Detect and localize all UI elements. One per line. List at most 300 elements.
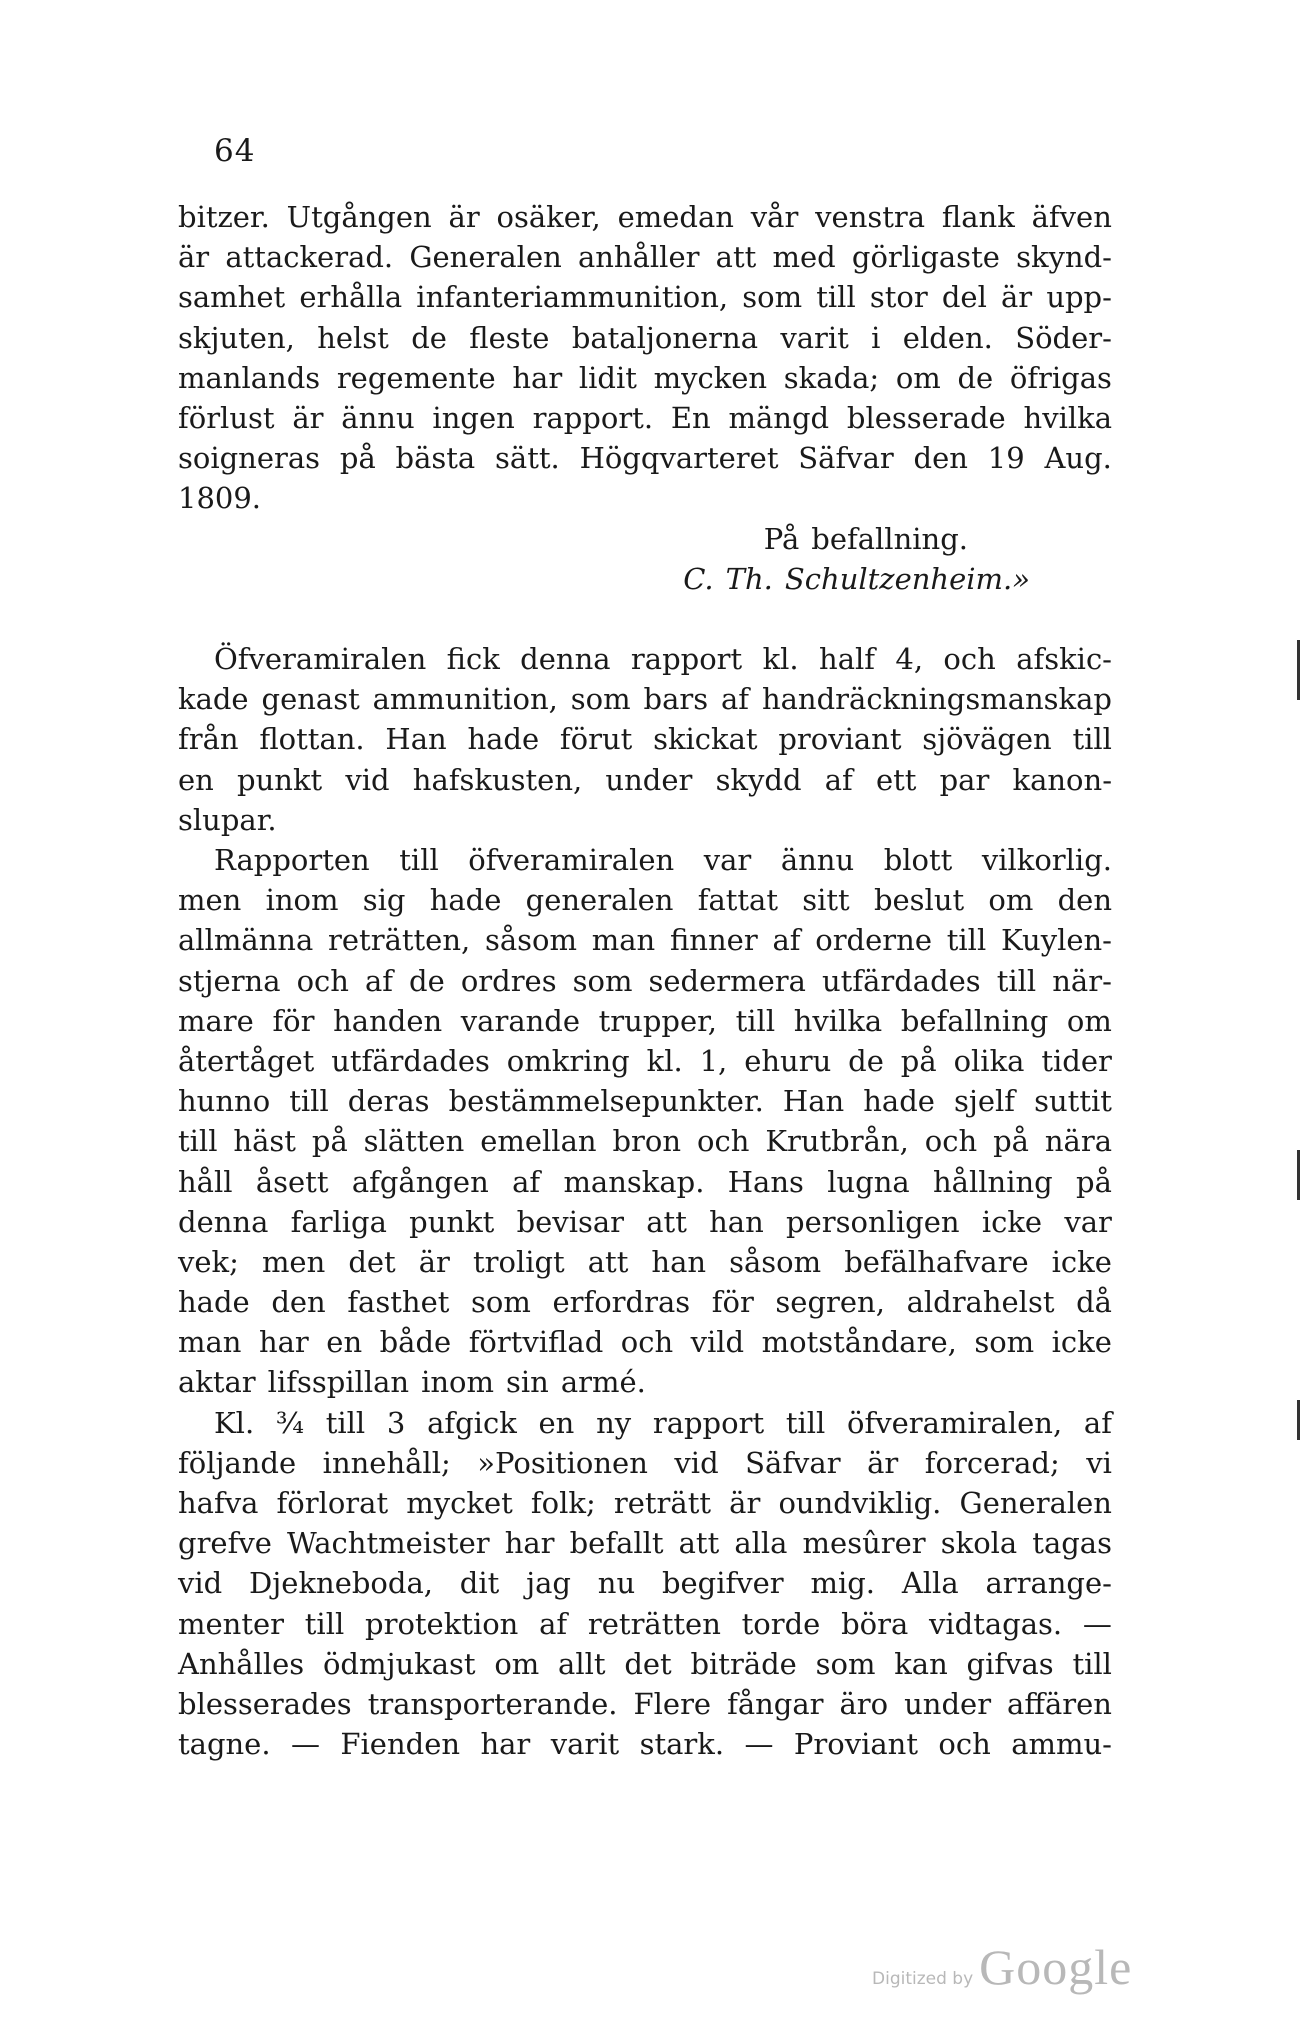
word: till	[399, 843, 439, 877]
word: orderne	[815, 923, 932, 958]
word: en	[326, 1325, 363, 1360]
word: icke	[1051, 1325, 1112, 1360]
word: tagas	[1032, 1526, 1112, 1561]
word: fångar	[727, 1686, 824, 1721]
word: icke	[1051, 1244, 1112, 1279]
word: till	[1072, 1646, 1112, 1681]
word: proviant	[778, 722, 902, 757]
word: af	[512, 1164, 541, 1199]
google-logo: Google	[979, 1939, 1133, 1995]
word: och	[924, 1124, 978, 1159]
word: har	[504, 1526, 555, 1561]
word: kl.	[646, 1043, 683, 1078]
word: protektion	[365, 1606, 519, 1641]
word: till	[178, 1124, 218, 1159]
text-line	[178, 840, 1112, 880]
word: Aug.	[1044, 441, 1112, 476]
text-line	[178, 1523, 1112, 1563]
word: del	[941, 280, 987, 315]
word: allt	[558, 1646, 606, 1681]
word: erfordras	[552, 1285, 691, 1320]
word: —	[290, 1727, 320, 1762]
word: och	[697, 1124, 750, 1159]
word: kade	[178, 682, 249, 717]
word: vid	[178, 1566, 223, 1601]
word: aktar	[178, 1365, 256, 1400]
word: håll	[178, 1164, 233, 1199]
word: och	[938, 1727, 991, 1762]
word: till	[816, 280, 856, 315]
word: denna	[178, 1204, 269, 1239]
word: arrange-	[985, 1566, 1112, 1601]
word: hade	[429, 883, 502, 918]
word: Generalen	[409, 240, 562, 275]
word: den	[1057, 883, 1112, 918]
word: affären	[1007, 1686, 1112, 1721]
text-line	[178, 800, 1112, 840]
word: blott	[883, 843, 953, 877]
word: mare	[178, 1003, 254, 1038]
word: stjerna	[178, 963, 281, 998]
word: att	[678, 1526, 720, 1561]
word: stor	[869, 280, 928, 315]
word: såsom	[484, 923, 577, 958]
text-line	[178, 880, 1112, 920]
word: ehuru	[744, 1043, 832, 1078]
word: en	[538, 1405, 575, 1440]
word: utfärdades	[331, 1043, 490, 1078]
word: Fienden	[340, 1727, 461, 1762]
word: 1809.	[178, 481, 262, 516]
word: »Positionen	[477, 1445, 648, 1480]
word: reträtten	[587, 1606, 721, 1641]
text-line	[178, 358, 1112, 398]
word: ammu-	[1011, 1727, 1112, 1762]
word: hunno	[178, 1084, 271, 1119]
word: öfveramiralen,	[847, 1405, 1063, 1440]
word: emellan	[480, 1124, 597, 1159]
word: de	[409, 963, 445, 998]
word: på	[993, 1124, 1029, 1159]
text-line	[178, 478, 1112, 518]
digitized-watermark	[872, 1938, 1132, 1996]
word: venstra	[815, 200, 926, 234]
word: aldrahelst	[906, 1285, 1055, 1320]
word: trupper,	[598, 1003, 718, 1038]
word: Anhålles	[178, 1646, 305, 1681]
word: Alla	[901, 1566, 959, 1601]
text-line	[178, 760, 1112, 800]
word: Utgången	[286, 200, 432, 234]
word: En	[670, 400, 711, 435]
word: menter	[178, 1606, 285, 1641]
word: innehåll;	[322, 1445, 451, 1480]
word: på	[1076, 1164, 1112, 1199]
word: sätt.	[495, 441, 560, 476]
text-line	[178, 1483, 1112, 1523]
word: mig.	[810, 1566, 876, 1601]
word: nu	[597, 1566, 636, 1601]
word: bitzer.	[178, 200, 270, 234]
word: kanon-	[1012, 762, 1112, 797]
word: mycket	[406, 1486, 513, 1520]
word: kl.	[762, 642, 799, 677]
word: handräckningsmanskap	[761, 682, 1112, 717]
word: skynd-	[1016, 240, 1112, 275]
word: och	[296, 963, 349, 998]
word: är	[418, 1244, 450, 1279]
word: Säfvar	[745, 1445, 841, 1480]
word: till	[785, 1405, 826, 1440]
word: ny	[596, 1405, 632, 1440]
word: på	[339, 441, 376, 476]
word: en	[178, 762, 214, 797]
word: hade	[863, 1084, 935, 1119]
word: hvilka	[1023, 400, 1112, 435]
word: dit	[459, 1566, 500, 1601]
word: vid	[345, 762, 390, 797]
word: på	[900, 1043, 937, 1078]
word: osäker,	[496, 200, 601, 234]
word: sjövägen	[922, 722, 1052, 757]
word: af	[1083, 1405, 1112, 1440]
word: bataljonerna	[571, 320, 759, 355]
word: Högqvarteret	[579, 441, 779, 476]
word: blesserade	[846, 400, 1006, 435]
text-line	[178, 1242, 1112, 1282]
word: förtviflad	[468, 1325, 604, 1360]
text-line	[178, 1644, 1112, 1684]
word: han	[651, 1244, 707, 1279]
word: ordres	[460, 963, 557, 998]
word: skjuten,	[178, 320, 295, 355]
word: sjelf	[954, 1084, 1016, 1119]
word: vid	[674, 1445, 719, 1480]
word: förut	[559, 722, 633, 757]
word: men	[178, 883, 242, 918]
word: man	[178, 1325, 242, 1360]
word: Säfvar	[798, 441, 894, 476]
word: bron	[612, 1124, 682, 1159]
word: skickat	[653, 722, 758, 757]
word: och	[943, 642, 996, 677]
word: vår	[750, 200, 799, 234]
body-text	[178, 197, 1112, 1764]
text-line	[178, 1121, 1112, 1161]
word: 1,	[699, 1043, 728, 1078]
word: punkt	[237, 762, 323, 797]
word: som	[572, 963, 633, 998]
word: under	[605, 762, 693, 797]
word: finner	[669, 923, 758, 958]
word: är	[448, 200, 480, 234]
word: är	[1001, 280, 1033, 315]
text-line	[178, 197, 1112, 237]
word: bevisar	[516, 1204, 624, 1239]
word: anhåller	[577, 240, 700, 275]
word: Kuylen-	[1000, 923, 1112, 958]
word: infanteriammunition,	[416, 280, 729, 315]
word: den	[913, 441, 968, 476]
word: som	[815, 1646, 876, 1681]
text-line	[178, 438, 1112, 478]
word: segren,	[775, 1285, 885, 1320]
word: reträtten,	[328, 923, 471, 958]
word: varit	[780, 320, 849, 355]
word: stark.	[639, 1727, 725, 1762]
word: grefve	[178, 1526, 272, 1561]
word: soigneras	[178, 441, 321, 476]
text-line	[178, 398, 1112, 438]
word: 4,	[895, 642, 924, 677]
word: den	[271, 1285, 326, 1320]
word: Han	[782, 1084, 845, 1119]
word: sig	[362, 883, 406, 918]
text-line	[178, 719, 1112, 759]
word: i	[871, 320, 881, 355]
text-line	[178, 277, 1112, 317]
word: nära	[1044, 1124, 1112, 1159]
word: 3	[386, 1405, 406, 1440]
word: till	[1072, 722, 1112, 757]
word: har	[512, 360, 563, 395]
word: lugna	[827, 1164, 910, 1199]
word: emedan	[617, 200, 734, 234]
word: befallning.	[811, 521, 968, 556]
word: omkring	[506, 1043, 630, 1078]
word: skola	[940, 1526, 1018, 1561]
word: befälhafvare	[844, 1244, 1029, 1279]
word: förlust	[178, 400, 275, 435]
word: alla	[734, 1526, 788, 1561]
word: ännu	[780, 843, 855, 877]
word: både	[379, 1325, 452, 1360]
word: Söder-	[1015, 320, 1112, 355]
word: af	[772, 923, 801, 958]
word: då	[1076, 1285, 1112, 1320]
page-number: 64	[214, 133, 256, 169]
word: vidtagas.	[929, 1606, 1063, 1641]
word: befallt	[569, 1526, 664, 1561]
word: jag	[526, 1566, 571, 1601]
word: Kl.	[214, 1405, 255, 1440]
text-line	[178, 679, 1112, 719]
word: vek;	[178, 1244, 239, 1279]
word: vild	[690, 1325, 745, 1360]
word: hafskusten,	[412, 762, 583, 797]
word: förlorat	[276, 1486, 389, 1520]
word: ödmjukast	[322, 1646, 476, 1681]
word: åsett	[255, 1164, 329, 1199]
word: beslut	[873, 883, 965, 918]
word: som	[570, 682, 631, 717]
word: af	[539, 1606, 568, 1641]
word: —	[744, 1727, 774, 1762]
word: hafva	[178, 1486, 259, 1520]
word: var	[1064, 1204, 1112, 1239]
word: att	[646, 1204, 687, 1239]
word: personligen	[786, 1204, 960, 1239]
word: af	[824, 762, 853, 797]
word: lidit	[578, 360, 637, 395]
word: Flere	[633, 1686, 712, 1721]
word: Rapporten	[214, 843, 370, 877]
word: mycken	[653, 360, 768, 395]
word: såsom	[729, 1244, 822, 1279]
word: mängd	[728, 400, 830, 435]
word: om	[1066, 1003, 1112, 1038]
word: om	[494, 1646, 540, 1681]
word: hvilka	[793, 1003, 883, 1038]
word: bars	[643, 682, 709, 717]
word: fattat	[697, 883, 778, 918]
word: Wachtmeister	[286, 1526, 490, 1561]
word: bestämmelsepunkter.	[448, 1084, 764, 1119]
text-line	[178, 237, 1112, 277]
text-line	[178, 1684, 1112, 1724]
word: handen	[333, 1003, 443, 1038]
word: olika	[953, 1043, 1025, 1078]
word: äfven	[1031, 200, 1112, 234]
word: till	[325, 1405, 366, 1440]
word: är	[729, 1486, 761, 1520]
word: 19	[987, 441, 1025, 476]
word: vilkorlig.	[981, 843, 1112, 877]
word: som	[742, 280, 803, 315]
word: är	[178, 240, 210, 275]
word: upp-	[1046, 280, 1112, 315]
word: rapport	[652, 1405, 765, 1440]
word: mesûrer	[802, 1526, 926, 1561]
word: manskap.	[563, 1164, 705, 1199]
word: var	[703, 843, 752, 877]
word: Th.	[725, 561, 773, 596]
word: flank	[941, 200, 1015, 234]
word: elden.	[902, 320, 993, 355]
word: öfrigas	[1009, 360, 1112, 395]
word: attackerad.	[225, 240, 394, 275]
word: sitt	[802, 883, 850, 918]
word: återtåget	[178, 1043, 315, 1078]
word: regemente	[336, 360, 496, 395]
word: görligaste	[851, 240, 1000, 275]
word: af	[364, 963, 394, 998]
word: har	[258, 1325, 309, 1360]
signature-line	[178, 519, 1112, 559]
word: afgick	[427, 1405, 517, 1440]
word: fleste	[469, 320, 550, 355]
word: det	[348, 1244, 396, 1279]
word: fick	[446, 642, 500, 677]
text-line	[178, 1041, 1112, 1081]
word: afskic-	[1016, 642, 1112, 677]
word: de	[848, 1043, 884, 1078]
word: utfärdades	[822, 963, 981, 998]
word: följande	[178, 1445, 297, 1480]
word: på	[311, 1124, 348, 1159]
word: skydd	[715, 762, 802, 797]
word: böra	[841, 1606, 909, 1641]
word: tagne.	[178, 1727, 271, 1762]
word: om	[988, 883, 1034, 918]
word: hade	[467, 722, 540, 757]
word: forcerad;	[924, 1445, 1060, 1480]
word: icke	[981, 1204, 1043, 1239]
word: det	[624, 1646, 672, 1681]
text-line	[178, 1604, 1112, 1644]
word: helst	[317, 320, 389, 355]
word: att	[587, 1244, 629, 1279]
word: Hans	[727, 1164, 804, 1199]
word: varit	[550, 1727, 620, 1762]
text-line	[178, 1001, 1112, 1041]
word: häst	[233, 1124, 296, 1159]
word: sin	[506, 1365, 549, 1400]
word: till	[996, 963, 1037, 998]
word: transporterande.	[367, 1686, 618, 1721]
word: Han	[385, 722, 447, 757]
word: blesserades	[178, 1686, 352, 1721]
word: deras	[347, 1084, 430, 1119]
word: äro	[839, 1686, 889, 1721]
word: C.	[683, 561, 714, 596]
word: oundviklig.	[778, 1486, 942, 1520]
word: kan	[894, 1646, 948, 1681]
word: denna	[520, 642, 611, 677]
word: farliga	[290, 1204, 387, 1239]
word: ett	[875, 762, 917, 797]
word: bästa	[395, 441, 476, 476]
word: befallning	[900, 1003, 1049, 1038]
word: torde	[741, 1606, 821, 1641]
word: slätten	[363, 1124, 465, 1159]
word: gifvas	[966, 1646, 1054, 1681]
word: manlands	[178, 360, 321, 395]
word: armé.	[560, 1365, 646, 1400]
word: Öfveramiralen	[214, 642, 427, 677]
word: inom	[421, 1365, 494, 1400]
word: slupar.	[178, 802, 277, 837]
watermark-prefix: Digitized by	[872, 1969, 974, 1989]
word: de	[957, 360, 994, 395]
word: till	[289, 1084, 329, 1119]
word: flottan.	[259, 722, 365, 757]
word: rapport	[630, 642, 743, 677]
text-line	[178, 1403, 1112, 1443]
word: folk;	[530, 1486, 596, 1520]
word: ännu	[341, 400, 415, 435]
text-line	[178, 1362, 1112, 1402]
blank-line	[178, 599, 1112, 639]
word: inom	[265, 883, 339, 918]
text-line	[178, 1322, 1112, 1362]
signature-line	[178, 559, 1112, 599]
word: ammunition,	[372, 682, 558, 717]
word: genast	[261, 682, 360, 717]
text-line	[178, 1202, 1112, 1242]
word: Djekneboda,	[249, 1566, 433, 1601]
word: half	[819, 642, 875, 677]
word: är	[292, 400, 324, 435]
word: skada;	[783, 360, 880, 395]
word: varande	[460, 1003, 581, 1038]
word: Schultzenheim.»	[784, 561, 1030, 596]
word: när-	[1052, 963, 1112, 998]
word: motståndare,	[761, 1325, 957, 1360]
word: för	[711, 1285, 754, 1320]
word: öfveramiralen	[468, 843, 675, 877]
word: till	[735, 1003, 776, 1038]
